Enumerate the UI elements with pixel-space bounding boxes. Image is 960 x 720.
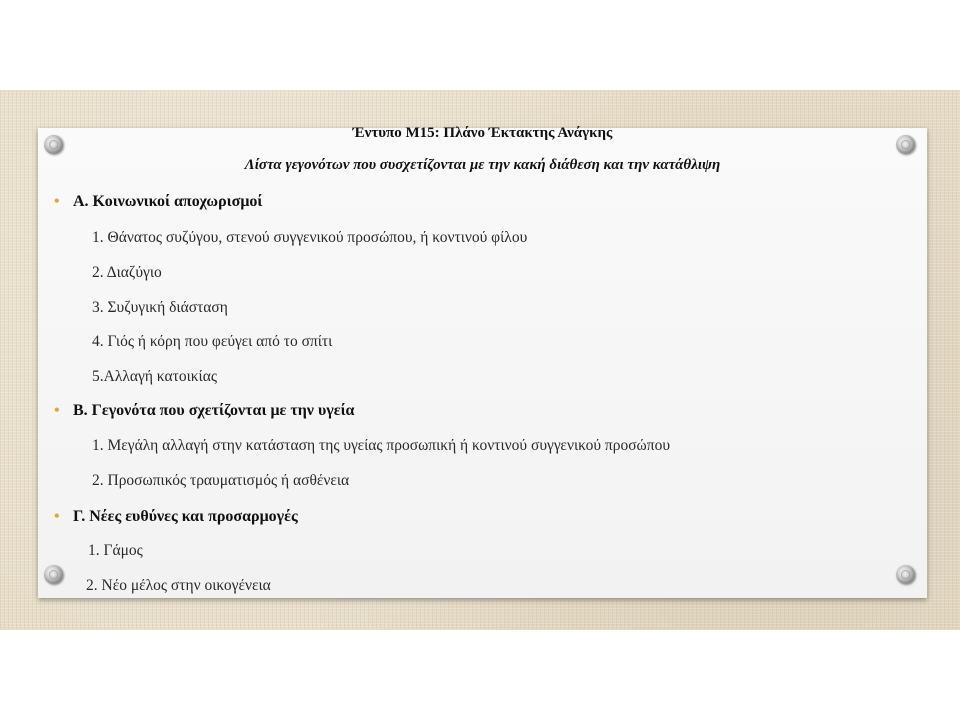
list-item: 5.Αλλαγή κατοικίας <box>92 368 217 385</box>
section-heading-a <box>54 193 263 211</box>
section-heading-label: Γ. Νέες ευθύνες και προσαρμογές <box>73 508 298 525</box>
list-item: 4. Γιός ή κόρη που φεύγει από το σπίτι <box>92 333 333 350</box>
list-item: 1. Μεγάλη αλλαγή στην κατάσταση της υγείας προσωπική ή κοντινού συγγενικού προσώπου <box>92 437 671 454</box>
list-item: 2. Νέο μέλος στην οικογένεια <box>86 577 271 594</box>
section-heading-b <box>54 402 355 420</box>
bullet-icon: • <box>54 508 60 525</box>
section-heading-label: Β. Γεγονότα που σχετίζονται με την υγεία <box>73 402 355 419</box>
list-item: 1. Γάμος <box>88 542 143 559</box>
document-title: Έντυπο Μ15: Πλάνο Έκτακτης Ανάγκης <box>352 125 613 141</box>
bullet-icon: • <box>54 193 60 210</box>
document-subtitle: Λίστα γεγονότων που συσχετίζονται με την κακή διάθεση και την κατάθλιψη <box>244 157 721 173</box>
pushpin-bottom-right-icon <box>896 565 915 584</box>
list-item: 2. Προσωπικός τραυματισμός ή ασθένεια <box>92 472 350 489</box>
list-item: 2. Διαζύγιο <box>92 264 162 281</box>
list-item: 1. Θάνατος συζύγου, στενού συγγενικού προσώπου, ή κοντινού φίλου <box>92 229 528 246</box>
list-item: 3. Συζυγική διάσταση <box>92 299 228 316</box>
section-heading-c <box>54 508 298 526</box>
pushpin-bottom-left-icon <box>44 565 63 584</box>
bullet-icon: • <box>54 402 60 419</box>
section-heading-label: Α. Κοινωνικοί αποχωρισμοί <box>73 193 263 210</box>
